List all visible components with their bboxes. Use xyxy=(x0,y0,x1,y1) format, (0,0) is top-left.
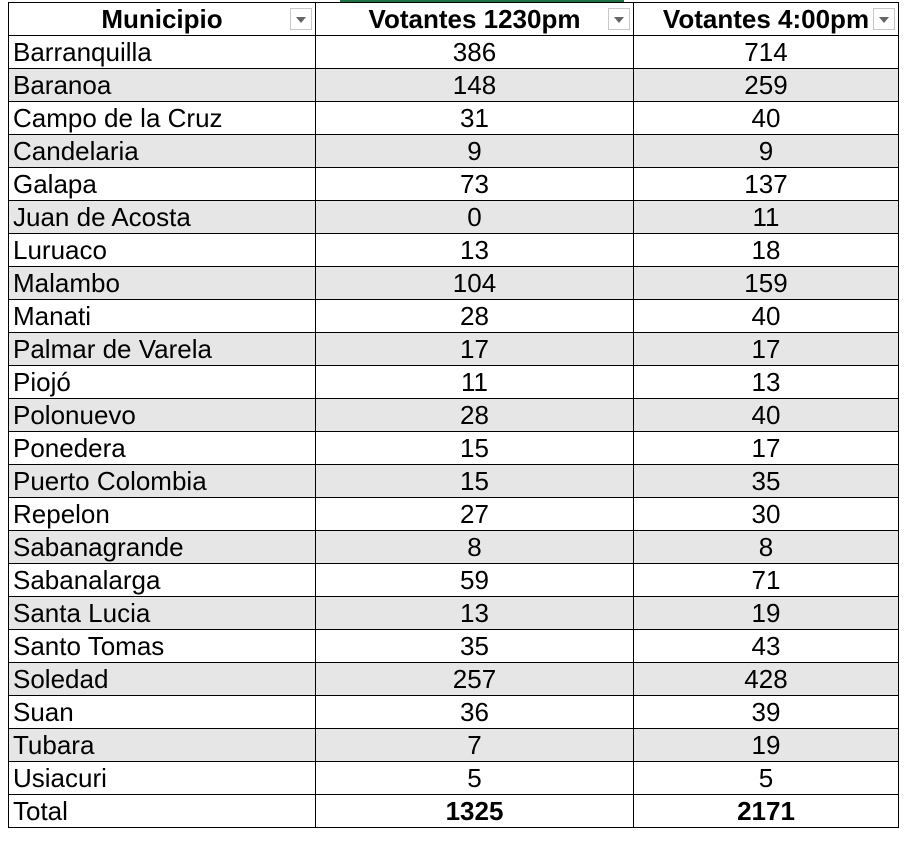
votantes-1230pm-cell[interactable]: 15 xyxy=(316,432,634,465)
municipio-cell[interactable]: Ponedera xyxy=(9,432,316,465)
municipio-cell[interactable]: Soledad xyxy=(9,663,316,696)
votantes-400pm-cell[interactable]: 40 xyxy=(634,300,899,333)
municipio-cell[interactable]: Manati xyxy=(9,300,316,333)
municipio-cell[interactable]: Santo Tomas xyxy=(9,630,316,663)
municipio-cell[interactable]: Sabanagrande xyxy=(9,531,316,564)
municipio-cell[interactable]: Piojó xyxy=(9,366,316,399)
votantes-1230pm-cell[interactable]: 7 xyxy=(316,729,634,762)
table-row xyxy=(9,234,899,267)
votantes-1230pm-cell[interactable]: 11 xyxy=(316,366,634,399)
table-row xyxy=(9,696,899,729)
votantes-400pm-cell[interactable]: 71 xyxy=(634,564,899,597)
table-row xyxy=(9,267,899,300)
spreadsheet xyxy=(8,2,899,828)
table-row xyxy=(9,630,899,663)
votantes-1230pm-cell[interactable]: 148 xyxy=(316,69,634,102)
votantes-400pm-cell[interactable]: 19 xyxy=(634,729,899,762)
table-row xyxy=(9,135,899,168)
votantes-1230pm-cell[interactable]: 28 xyxy=(316,399,634,432)
table-row xyxy=(9,465,899,498)
votantes-400pm-cell[interactable]: 40 xyxy=(634,102,899,135)
table-row xyxy=(9,102,899,135)
table-row xyxy=(9,366,899,399)
votantes-400pm-cell[interactable]: 714 xyxy=(634,36,899,69)
table-row xyxy=(9,333,899,366)
votantes-1230pm-cell[interactable]: 17 xyxy=(316,333,634,366)
municipio-cell[interactable]: Puerto Colombia xyxy=(9,465,316,498)
total-400pm-cell[interactable]: 2171 xyxy=(634,795,899,828)
votantes-400pm-cell[interactable]: 17 xyxy=(634,432,899,465)
votantes-400pm-cell[interactable]: 13 xyxy=(634,366,899,399)
votantes-1230pm-cell[interactable]: 35 xyxy=(316,630,634,663)
municipio-cell[interactable]: Suan xyxy=(9,696,316,729)
filter-dropdown-icon[interactable] xyxy=(873,8,895,30)
votantes-1230pm-cell[interactable]: 13 xyxy=(316,234,634,267)
votantes-1230pm-cell[interactable]: 59 xyxy=(316,564,634,597)
filter-dropdown-icon[interactable] xyxy=(608,8,630,30)
table-row xyxy=(9,729,899,762)
votantes-1230pm-cell[interactable]: 15 xyxy=(316,465,634,498)
municipio-cell[interactable]: Polonuevo xyxy=(9,399,316,432)
votantes-1230pm-cell[interactable]: 386 xyxy=(316,36,634,69)
municipio-cell[interactable]: Tubara xyxy=(9,729,316,762)
votantes-1230pm-cell[interactable]: 36 xyxy=(316,696,634,729)
table-row xyxy=(9,531,899,564)
votantes-1230pm-cell[interactable]: 31 xyxy=(316,102,634,135)
votantes-1230pm-cell[interactable]: 27 xyxy=(316,498,634,531)
municipio-cell[interactable]: Sabanalarga xyxy=(9,564,316,597)
header-row xyxy=(9,3,899,36)
table-row xyxy=(9,663,899,696)
municipio-cell[interactable]: Baranoa xyxy=(9,69,316,102)
header-label: Votantes 1230pm xyxy=(368,4,581,34)
votantes-400pm-cell[interactable]: 43 xyxy=(634,630,899,663)
total-row xyxy=(9,795,899,828)
votantes-1230pm-cell[interactable]: 257 xyxy=(316,663,634,696)
votantes-400pm-cell[interactable]: 11 xyxy=(634,201,899,234)
votantes-1230pm-cell[interactable]: 8 xyxy=(316,531,634,564)
table-row xyxy=(9,498,899,531)
votantes-1230pm-cell[interactable]: 0 xyxy=(316,201,634,234)
municipio-cell[interactable]: Juan de Acosta xyxy=(9,201,316,234)
table-row xyxy=(9,36,899,69)
voters-table xyxy=(8,2,899,828)
table-row xyxy=(9,564,899,597)
votantes-400pm-cell[interactable]: 8 xyxy=(634,531,899,564)
votantes-1230pm-cell[interactable]: 73 xyxy=(316,168,634,201)
table-row xyxy=(9,69,899,102)
votantes-1230pm-cell[interactable]: 104 xyxy=(316,267,634,300)
votantes-400pm-cell[interactable]: 30 xyxy=(634,498,899,531)
table-row xyxy=(9,168,899,201)
header-label: Municipio xyxy=(101,4,223,34)
table-row xyxy=(9,597,899,630)
municipio-cell[interactable]: Barranquilla xyxy=(9,36,316,69)
municipio-cell[interactable]: Repelon xyxy=(9,498,316,531)
municipio-cell[interactable]: Palmar de Varela xyxy=(9,333,316,366)
total-label-cell[interactable]: Total xyxy=(9,795,316,828)
votantes-400pm-cell[interactable]: 9 xyxy=(634,135,899,168)
total-1230pm-cell[interactable]: 1325 xyxy=(316,795,634,828)
table-row xyxy=(9,300,899,333)
votantes-400pm-cell[interactable]: 428 xyxy=(634,663,899,696)
votantes-400pm-cell[interactable]: 40 xyxy=(634,399,899,432)
municipio-cell[interactable]: Usiacuri xyxy=(9,762,316,795)
filter-dropdown-icon[interactable] xyxy=(290,8,312,30)
municipio-cell[interactable]: Santa Lucia xyxy=(9,597,316,630)
votantes-400pm-cell[interactable]: 259 xyxy=(634,69,899,102)
municipio-cell[interactable]: Campo de la Cruz xyxy=(9,102,316,135)
votantes-400pm-cell[interactable]: 137 xyxy=(634,168,899,201)
votantes-1230pm-cell[interactable]: 28 xyxy=(316,300,634,333)
header-label: Votantes 4:00pm xyxy=(662,4,870,34)
votantes-1230pm-cell[interactable]: 9 xyxy=(316,135,634,168)
header-votantes-400pm[interactable] xyxy=(634,3,899,36)
votantes-400pm-cell[interactable]: 19 xyxy=(634,597,899,630)
header-votantes-1230pm[interactable] xyxy=(316,3,634,36)
votantes-400pm-cell[interactable]: 5 xyxy=(634,762,899,795)
votantes-400pm-cell[interactable]: 18 xyxy=(634,234,899,267)
header-municipio[interactable] xyxy=(9,3,316,36)
municipio-cell[interactable]: Galapa xyxy=(9,168,316,201)
votantes-400pm-cell[interactable]: 35 xyxy=(634,465,899,498)
table-row xyxy=(9,432,899,465)
table-row xyxy=(9,399,899,432)
votantes-1230pm-cell[interactable]: 5 xyxy=(316,762,634,795)
votantes-1230pm-cell[interactable]: 13 xyxy=(316,597,634,630)
votantes-400pm-cell[interactable]: 159 xyxy=(634,267,899,300)
municipio-cell[interactable]: Candelaria xyxy=(9,135,316,168)
municipio-cell[interactable]: Luruaco xyxy=(9,234,316,267)
votantes-400pm-cell[interactable]: 39 xyxy=(634,696,899,729)
votantes-400pm-cell[interactable]: 17 xyxy=(634,333,899,366)
table-row xyxy=(9,762,899,795)
municipio-cell[interactable]: Malambo xyxy=(9,267,316,300)
table-row xyxy=(9,201,899,234)
